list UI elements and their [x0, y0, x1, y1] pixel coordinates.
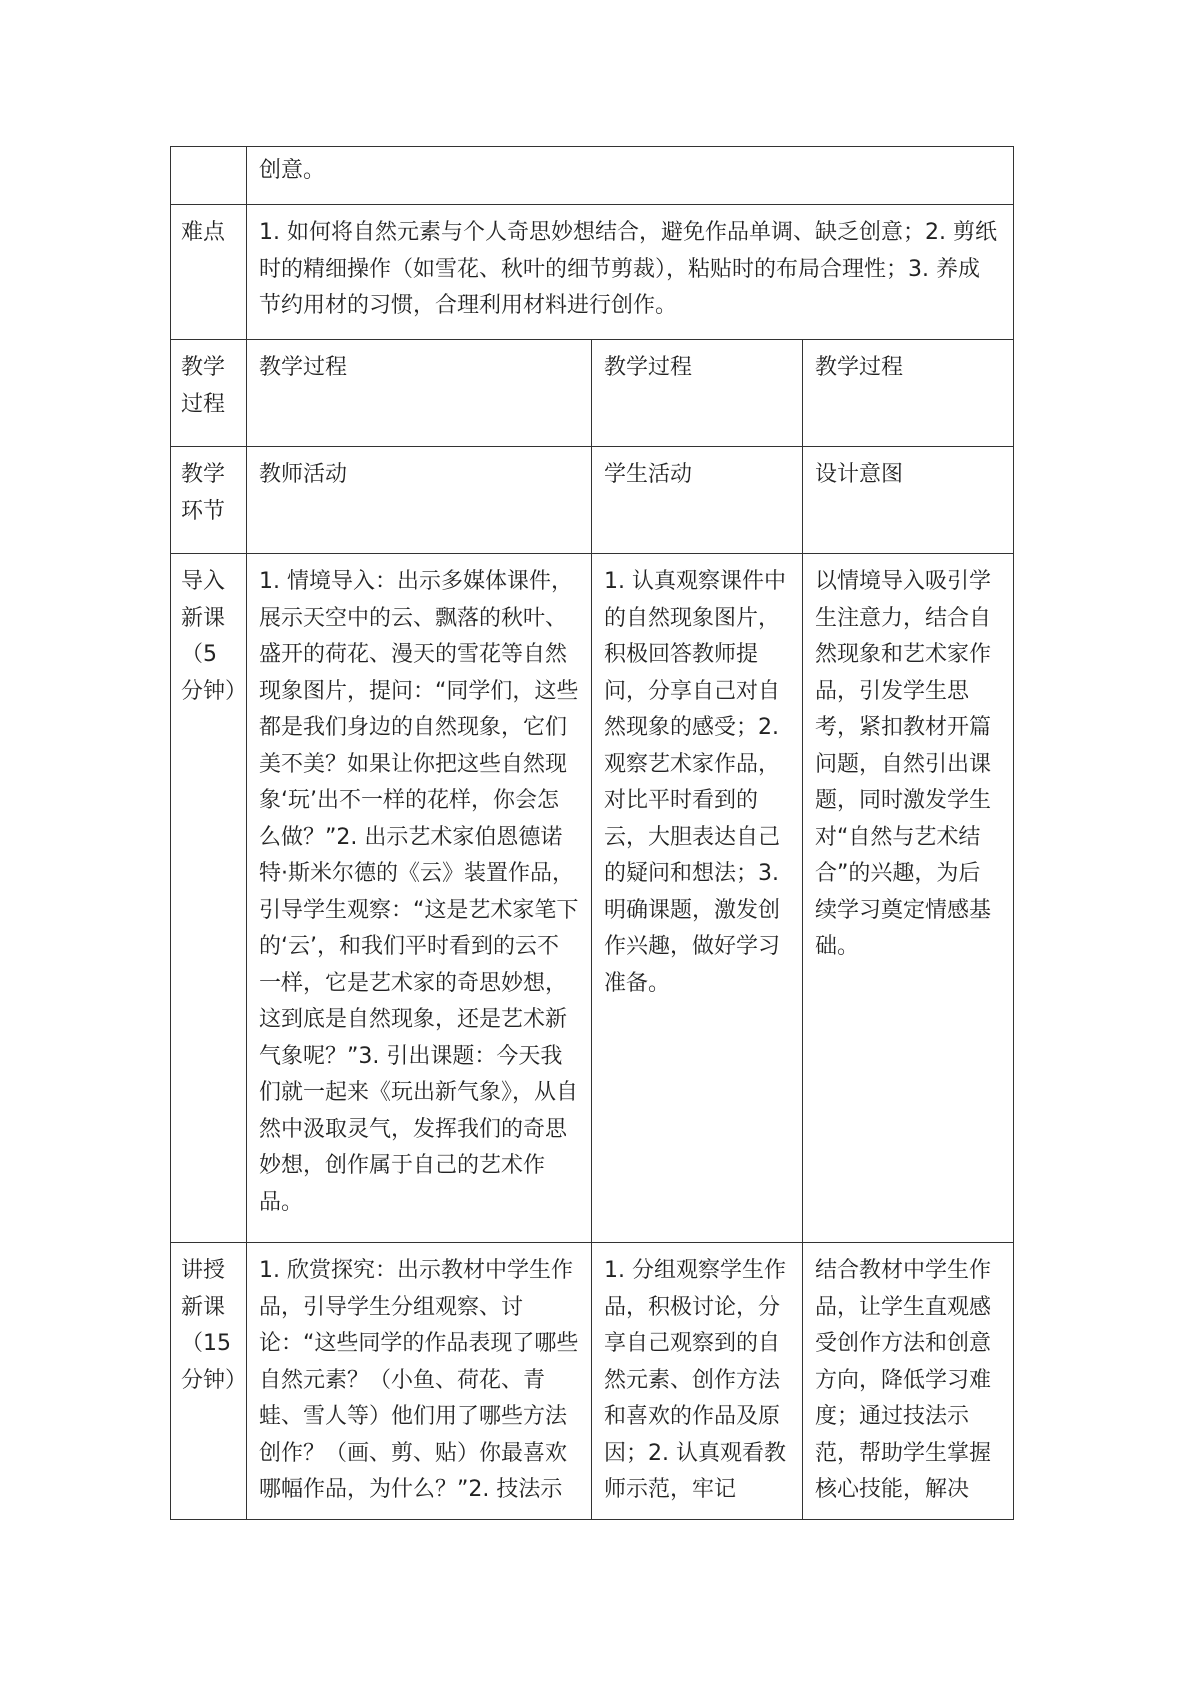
creativity-cell: 创意。: [247, 147, 1014, 205]
process-col2: 教学过程: [592, 340, 803, 447]
empty-label-cell: [171, 147, 247, 205]
process-col3: 教学过程: [803, 340, 1014, 447]
table-row-process: [171, 340, 1014, 447]
design-intent-header: 设计意图: [803, 447, 1014, 554]
table-row-difficulty: [171, 205, 1014, 340]
teach-student-activity: 1. 分组观察学生作品，积极讨论，分享自己观察到的自然元素、创作方法和喜欢的作品及原因；2. 认真观看教师示范，牢记: [592, 1243, 803, 1520]
difficulty-content: 1. 如何将自然元素与个人奇思妙想结合，避免作品单调、缺乏创意；2. 剪纸时的精细操作（如雪花、秋叶的细节剪裁），粘贴时的布局合理性；3. 养成节约用材的习惯，合理利用材料进行创作。: [247, 205, 1014, 340]
intro-design-intent: 以情境导入吸引学生注意力，结合自然现象和艺术家作品，引发学生思考，紧扣教材开篇问题，自然引出课题，同时激发学生对“自然与艺术结合”的兴趣，为后续学习奠定情感基础。: [803, 554, 1014, 1243]
table-row-stage: [171, 447, 1014, 554]
intro-student-activity: 1. 认真观察课件中的自然现象图片，积极回答教师提问，分享自己对自然现象的感受；2. 观察艺术家作品，对比平时看到的云，大胆表达自己的疑问和想法；3. 明确课题，激发创作兴趣，做好学习准备。: [592, 554, 803, 1243]
table-row-creativity: [171, 147, 1014, 205]
teach-label: 讲授新课（15分钟）: [171, 1243, 247, 1520]
student-activity-header: 学生活动: [592, 447, 803, 554]
teacher-activity-header: 教师活动: [247, 447, 592, 554]
difficulty-label: 难点: [171, 205, 247, 340]
teach-teacher-activity: 1. 欣赏探究：出示教材中学生作品，引导学生分组观察、讨论：“这些同学的作品表现了哪些自然元素？（小鱼、荷花、青蛙、雪人等）他们用了哪些方法创作？（画、剪、贴）你最喜欢哪幅作品，为什么？”2. 技法示: [247, 1243, 592, 1520]
stage-label: 教学环节: [171, 447, 247, 554]
intro-label: 导入新课（5分钟）: [171, 554, 247, 1243]
lesson-plan-table: [170, 146, 1014, 1520]
process-col1: 教学过程: [247, 340, 592, 447]
process-label: 教学过程: [171, 340, 247, 447]
table-row-teach: [171, 1243, 1014, 1520]
table-row-intro: [171, 554, 1014, 1243]
teach-design-intent: 结合教材中学生作品，让学生直观感受创作方法和创意方向，降低学习难度；通过技法示范，帮助学生掌握核心技能，解决: [803, 1243, 1014, 1520]
intro-teacher-activity: 1. 情境导入：出示多媒体课件，展示天空中的云、飘落的秋叶、盛开的荷花、漫天的雪花等自然现象图片，提问：“同学们，这些都是我们身边的自然现象，它们美不美？如果让你把这些自然现象‘玩’出不一样的花样，你会怎么做？”2. 出示艺术家伯恩德诺特·斯米尔德的《云》装置作品，引导学生观察：“这是艺术家笔下的‘云’，和我们平时看到的云不一样，它是艺术家的奇思妙想，这到底是自然现象，还是艺术新气象呢？”3. 引出课题：今天我们就一起来《玩出新气象》，从自然中汲取灵气，发挥我们的奇思妙想，创作属于自己的艺术作品。: [247, 554, 592, 1243]
